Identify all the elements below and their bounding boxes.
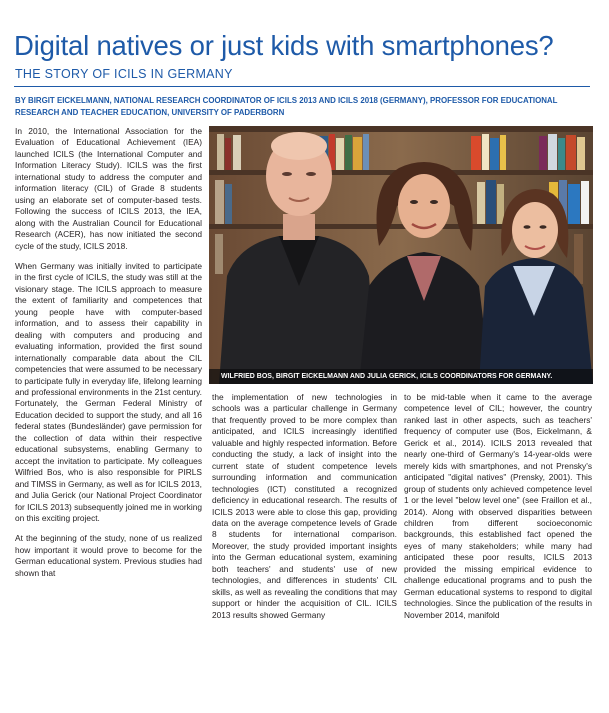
photo-caption: WILFRIED BOS, BIRGIT EICKELMANN AND JULIA GERICK, ICILS COORDINATORS FOR GERMANY.: [209, 369, 593, 384]
article-paragraph: When Germany was initially invited to participate in the first cycle of ICILS, the study was still at the visionary stage. The ICILS approach to measure the extent of familiarity and competences that young people have with computer-based information, and to assess their capability in dealing with computers and producing and evaluating information, provided the first sound internationally comparable data about the CIL competencies that were assumed to be necessary to participate fully in everyday life, lifelong learning and professional environments in the 21st century. Fortunately, the German Federal Ministry of Education decided to support the study, and all 16 federal states (Bundesländer) gave permission for the collection of data within their respective educational subsystems, enabling Germany to accept the invitation to participate. My colleagues Wilfried Bos, who is also responsible for PIRLS and TIMSS in Germany, as well as for ICILS 2013, and Julia Gerick (our National Project Coordinator for ICILS 2013) subsequently joined me in working on this exciting project.: [15, 260, 202, 523]
author-byline: BY BIRGIT EICKELMANN, NATIONAL RESEARCH COORDINATOR OF ICILS 2013 AND ICILS 2018 (GERMANY), PROFESSOR FOR EDUCATIONAL RESEARCH AND TEACHER EDUCATION, UNIVERSITY OF PADERBORN: [15, 96, 558, 117]
article-column-1: [15, 126, 202, 588]
article-title: Digital natives or just kids with smartphones?: [14, 30, 554, 61]
photo-illustration: [209, 126, 593, 384]
article-paragraph: to be mid-table when it came to the average competence level of CIL; however, the country ranked last in other aspects, such as teachers' frequency of computer use (Bos, Eickelmann, & Gerick et al., 2014). ICILS 2013 revealed that nearly one-third of Germany's 14-year-olds were merely kids with smartphones, and not Prensky's anticipated "digital natives" (Prensky, 2001). This group of students only achieved competence level 1 or the level "below level one" (see Fraillon et al., 2014). Along with observed disparities between children from different socioeconomic backgrounds, this established fact opened the eyes of many stakeholders; while many had anticipated these poor results, ICILS 2013 provided the missing empirical evidence to challenge educational programs and to push the German educational systems to respond to digital technologies. Since the publication of the results in November 2014, manifold: [404, 392, 592, 620]
article-column-2: [212, 392, 397, 630]
article-column-3: [404, 392, 592, 630]
article-subtitle: THE STORY OF ICILS IN GERMANY: [15, 67, 233, 81]
article-paragraph: At the beginning of the study, none of us realized how important it would prove to become for the German educational system. Previous studies had shown that: [15, 533, 202, 578]
article-paragraph: the implementation of new technologies in schools was a particular challenge in Germany that frequently proved to be more complex than anticipated, and ICILS increasingly identified valuable and highly respected information. Before conducting the study, a lack of insight into the current state of student competence levels surrounding information and communication technologies (ICT) constituted a recognized deficiency in educational research. The results of ICILS 2013 were able to close this gap, providing data on the average competence levels of Grade 8 students for international comparison. Moreover, the study provided important insights into the German educational system, examining both teachers' and students' use of new technologies, and differences in students' CIL skills, as well as revealing the conditions that may support or hinder the acquisition of CIL. ICILS 2013 results showed Germany: [212, 392, 397, 620]
article-paragraph: In 2010, the International Association for the Evaluation of Educational Achievement (IEA) launched ICILS (the International Computer and Information Literacy Study). ICILS was the first international study to address the computer and information literacy (CIL) of Grade 8 students using an elaborate set of computer-based tests. Following the success of ICILS 2013, the IEA, along with the Australian Council for Educational Research (ACER), has now initiated the second cycle of the study, ICILS 2018.: [15, 126, 202, 251]
coordinators-photo: [209, 126, 593, 384]
title-divider: [14, 86, 590, 87]
